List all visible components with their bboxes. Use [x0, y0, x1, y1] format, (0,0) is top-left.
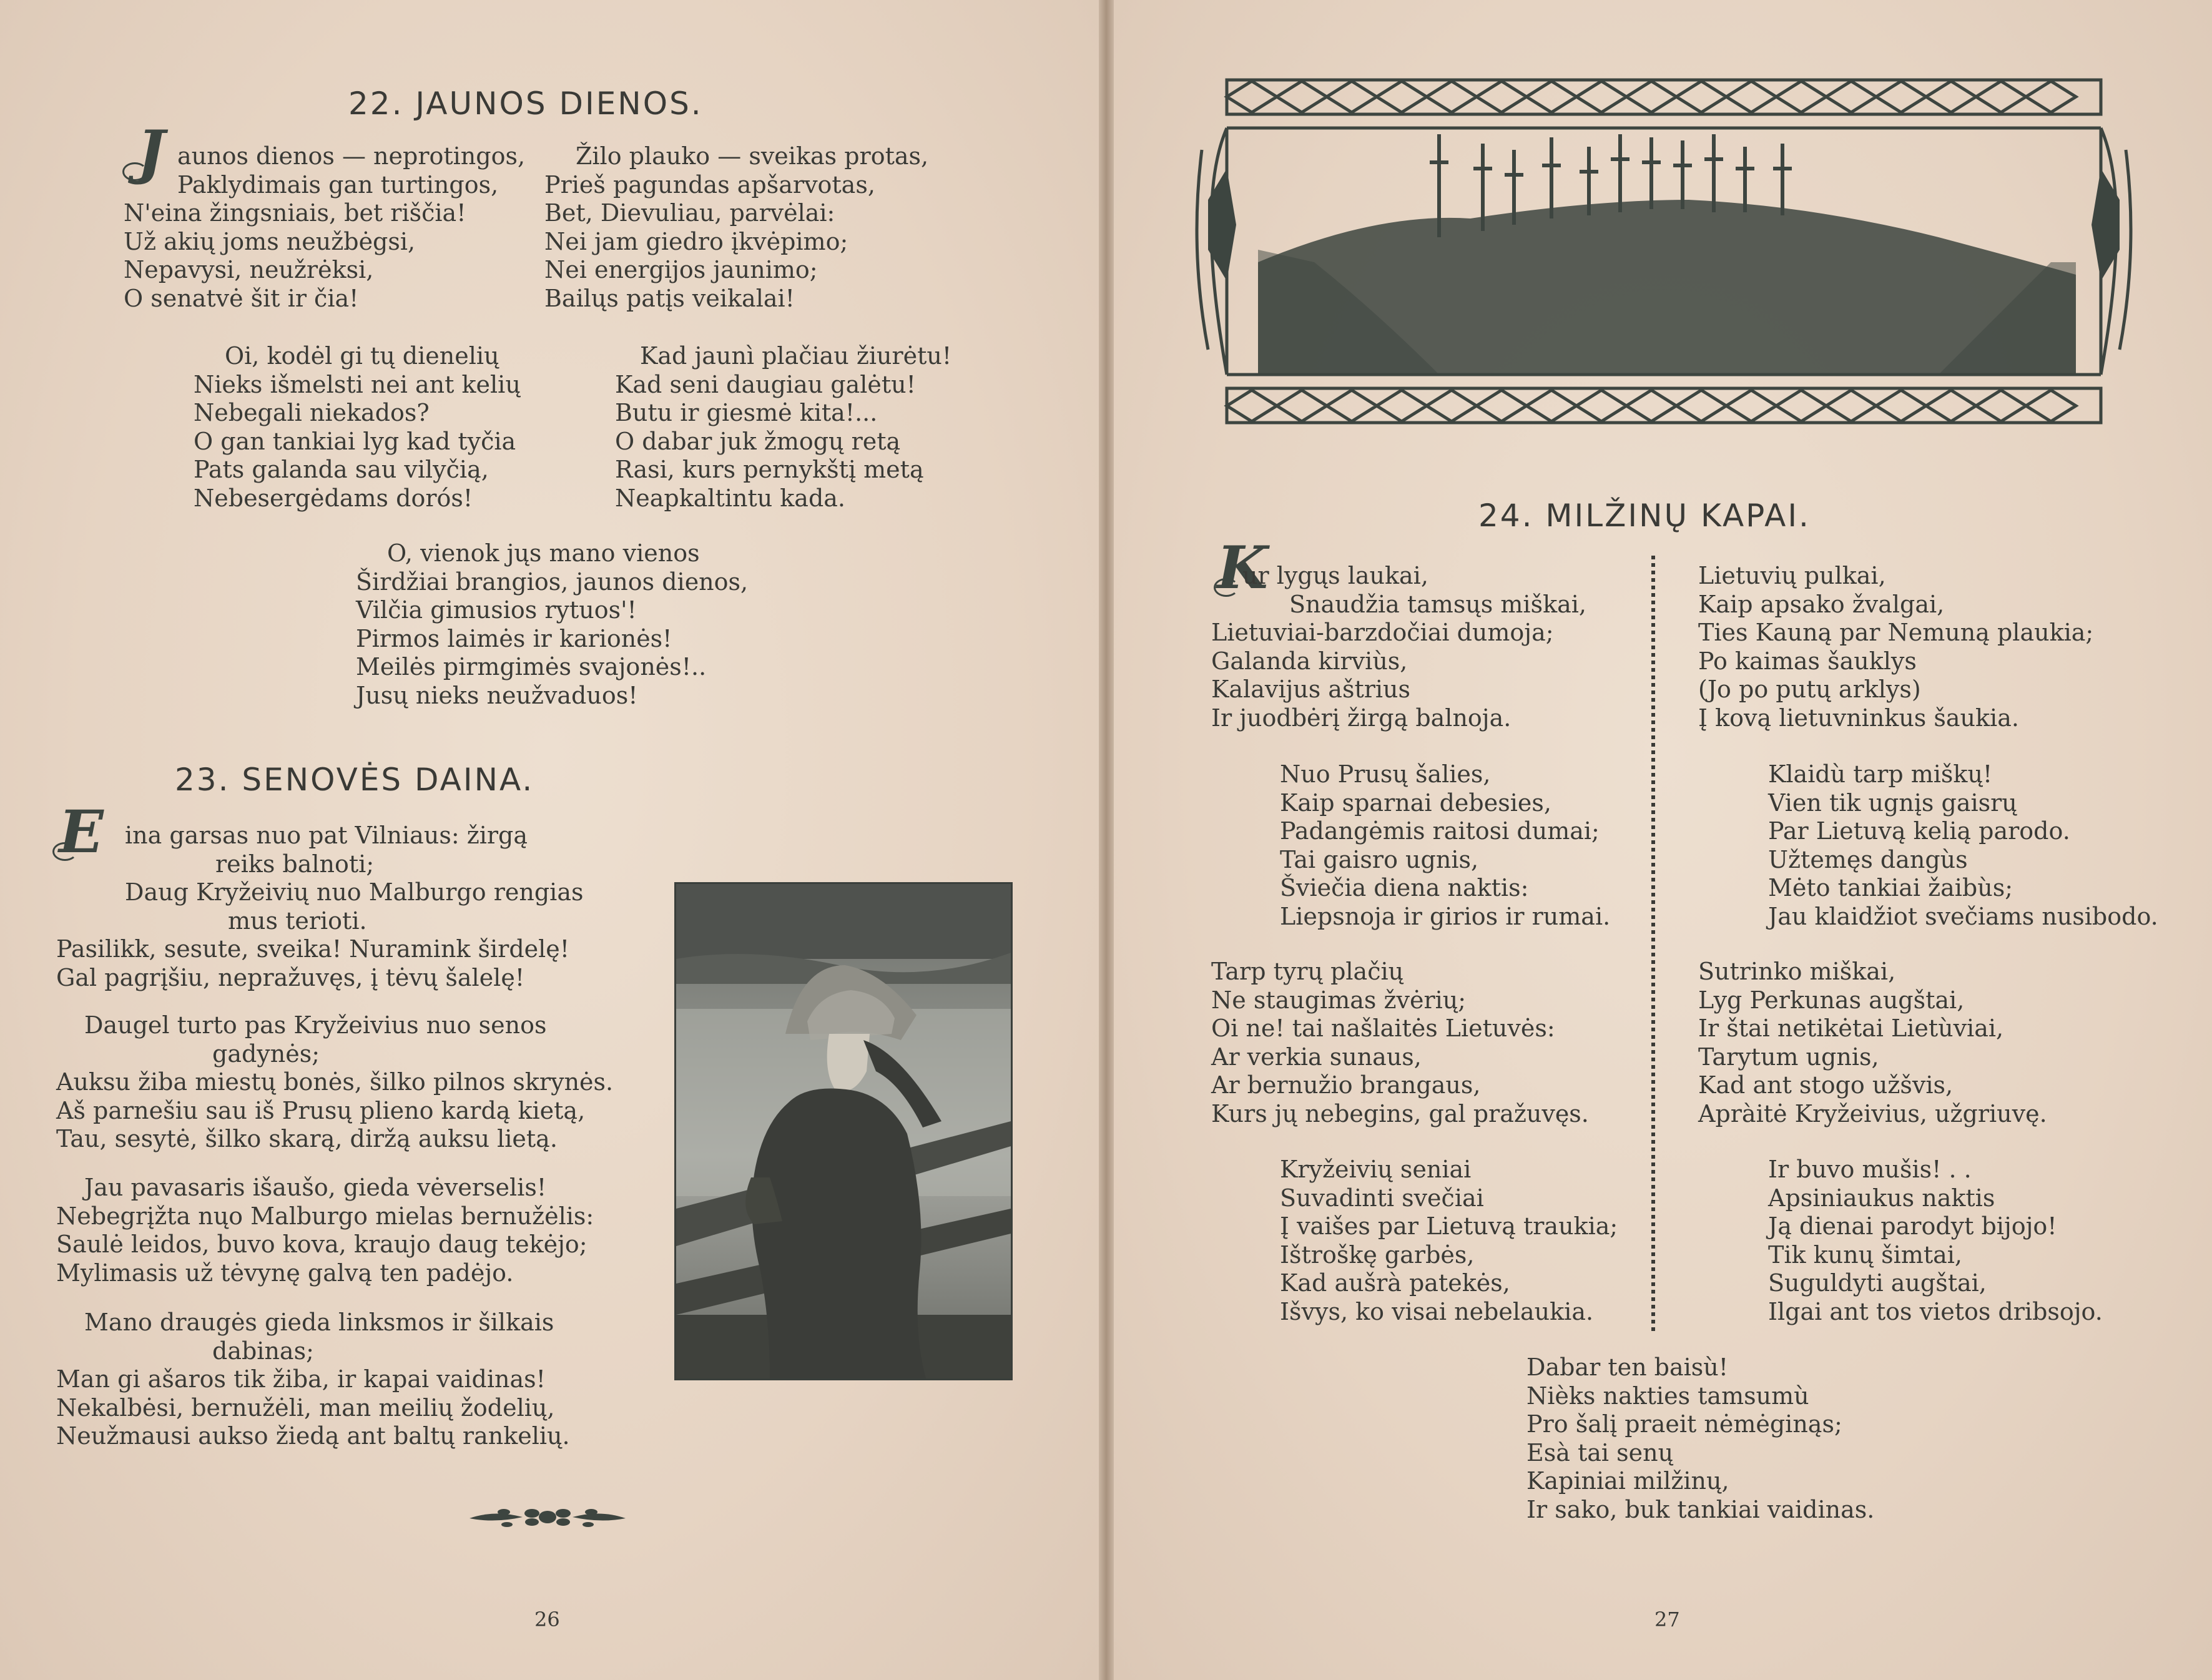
- verse-line: Mėto tankiai žaibùs;: [1768, 874, 2013, 901]
- verse-line: Tai gaisro ugnis,: [1280, 845, 1479, 873]
- verse-line: Tarp tyrų plačių: [1211, 958, 1404, 985]
- verse-line: Galanda kirviùs,: [1211, 647, 1408, 675]
- verse-line: Nuo Prusų šalies,: [1280, 760, 1491, 788]
- poem23-stanza1: [56, 822, 584, 992]
- verse-line: Oi, kodėl gi tų dienelių: [225, 342, 499, 370]
- verse-line: Nei jam giedro įkvėpimo;: [544, 227, 848, 255]
- verse-line: Klaidù tarp miškų!: [1768, 760, 1993, 788]
- verse-line: Gal pagrįšiu, nepražuvęs, į tėvų šalelę!: [56, 963, 525, 991]
- verse-line: Nepavysi, neužrėksi,: [124, 256, 374, 283]
- verse-line: mus terioti.: [228, 906, 367, 935]
- poem24-col1-stanza3: [1211, 958, 1589, 1128]
- verse-line: ur lygųs laukai,: [1242, 562, 1428, 589]
- verse-line: N'eina žingsniais, bet riščia!: [124, 199, 466, 227]
- verse-line: ina garsas nuo pat Vilniaus: žirgą: [125, 822, 528, 849]
- verse-line: Aš parnešiu sau iš Prusų plieno kardą kietą,: [56, 1096, 586, 1124]
- poem24-col2-stanza1: [1698, 562, 2093, 732]
- verse-line: Ir buvo mušis! . .: [1768, 1156, 1972, 1183]
- verse-line: Neapkaltintu kada.: [615, 484, 846, 512]
- poem24-col1-stanza4: [1280, 1156, 1618, 1326]
- verse-line: Paklydimais gan turtingos,: [177, 170, 499, 199]
- poem22-stanza2-col1: [194, 342, 521, 513]
- verse-line: Kad aušrà patekės,: [1280, 1269, 1510, 1297]
- verse-line: Pasilikk, sesute, sveika! Nuramink širdelę!: [56, 935, 570, 963]
- verse-line: Ilgai ant tos vietos dribsojo.: [1768, 1297, 2103, 1325]
- verse-line: Žilo plauko — sveikas protas,: [576, 142, 929, 170]
- verse-line: Kalavijus aštrius: [1211, 675, 1411, 703]
- verse-line: Daugel turto pas Kryžeivius nuo senos: [84, 1011, 547, 1039]
- verse-line: dabinas;: [212, 1337, 314, 1365]
- crosses-on-hill-illustration: [1189, 75, 2138, 434]
- woman-in-headscarf-photo: [674, 882, 1013, 1380]
- verse-line: Auksu žiba miestų bonės, šilko pilnos skrynės.: [56, 1068, 614, 1096]
- verse-line: Į kovą lietuvninkus šaukia.: [1698, 704, 2019, 732]
- verse-line: Už akių joms neužbėgsi,: [124, 227, 416, 255]
- page-number-left: 26: [534, 1608, 560, 1631]
- poem22-stanza2-col2: [615, 342, 951, 513]
- verse-line: O dabar juk žmogų retą: [615, 427, 901, 455]
- verse-line: Ir štai netikėtai Lietùviai,: [1698, 1014, 2004, 1042]
- verse-line: Kapiniai milžinų,: [1526, 1467, 1729, 1495]
- verse-line: Į vaišes par Lietuvą traukia;: [1280, 1212, 1618, 1240]
- verse-line: O, vienok jųs mano vienos: [387, 539, 700, 567]
- poem24-final-stanza: [1526, 1353, 1874, 1524]
- verse-line: Ir sako, buk tankiai vaidinas.: [1526, 1495, 1875, 1523]
- verse-line: Kad jaunì plačiau žiurėtu!: [640, 342, 952, 370]
- verse-line: Esà tai senų: [1526, 1438, 1674, 1466]
- verse-line: Nièks nakties tamsumù: [1526, 1382, 1809, 1410]
- poem24-dropcap: K: [1217, 534, 1268, 602]
- verse-line: Tarytum ugnis,: [1698, 1043, 1879, 1071]
- verse-line: Kad seni daugiau galėtu!: [615, 370, 916, 398]
- verse-line: Ties Kauną par Nemuną plaukia;: [1698, 619, 2094, 646]
- verse-line: Apsiniaukus naktis: [1768, 1184, 1995, 1212]
- page-number-right: 27: [1654, 1608, 1680, 1631]
- verse-line: Liepsnoja ir girios ir rumai.: [1280, 902, 1611, 930]
- verse-line: Vien tik ugnįs gaisrų: [1768, 788, 2017, 817]
- verse-line: Bailųs patįs veikalai!: [544, 284, 795, 312]
- verse-line: Daug Kryžeivių nuo Malburgo rengias: [125, 878, 584, 906]
- verse-line: O gan tankiai lyg kad tyčia: [194, 427, 516, 455]
- verse-line: Prieš pagundas apšarvotas,: [544, 170, 875, 199]
- verse-line: reiks balnoti;: [215, 850, 375, 878]
- verse-line: Kurs jų nebegins, gal pražuvęs.: [1211, 1099, 1589, 1127]
- verse-line: Ar bernužio brangaus,: [1211, 1071, 1481, 1099]
- verse-line: O senatvė šit ir čia!: [124, 284, 359, 312]
- verse-line: gadynės;: [212, 1039, 320, 1068]
- poem22-stanza1-col1: [124, 142, 525, 313]
- verse-line: Nekalbėsi, bernužėli, man meilių žodelių,: [56, 1393, 555, 1422]
- poem24-title: 24. MILŽINŲ KAPAI.: [1478, 498, 1811, 534]
- verse-line: Apràitė Kryžeivius, užgriuvę.: [1698, 1099, 2047, 1127]
- book-gutter: [1099, 0, 1114, 1680]
- floral-vignette-icon: [469, 1498, 626, 1536]
- verse-line: Suguldyti augštai,: [1768, 1269, 1987, 1297]
- verse-line: Meilės pirmgimės svajonės!..: [356, 653, 707, 680]
- verse-line: Sutrinko miškai,: [1698, 958, 1896, 985]
- verse-line: Saulė leidos, buvo kova, kraujo daug tekėjo;: [56, 1231, 587, 1258]
- verse-line: Pro šalį praeit nėmėginąs;: [1526, 1410, 1842, 1438]
- poem23-stanza3: [56, 1174, 594, 1287]
- verse-line: Tau, sesytė, šilko skarą, diržą auksu lietą.: [56, 1125, 558, 1152]
- verse-line: Kaip apsako žvalgai,: [1698, 590, 1945, 618]
- verse-line: (Jo po putų arklys): [1698, 675, 1921, 703]
- verse-line: aunos dienos — neprotingos,: [177, 142, 526, 170]
- column-divider: [1651, 556, 1655, 1333]
- verse-line: Širdžiai brangios, jaunos dienos,: [356, 567, 749, 596]
- poem23-dropcap: E: [55, 802, 107, 862]
- verse-line: Butu ir giesmė kita!...: [615, 399, 878, 426]
- verse-line: Nieks išmelsti nei ant kelių: [194, 370, 521, 398]
- verse-line: Nebegali niekados?: [194, 399, 430, 426]
- verse-line: Mano draugės gieda linksmos ir šilkais: [84, 1309, 554, 1336]
- verse-line: Oi ne! tai našlaitės Lietuvės:: [1211, 1014, 1555, 1042]
- verse-line: Ją dienai parodyt bijojo!: [1768, 1212, 2057, 1240]
- verse-line: Neužmausi aukso žiedą ant baltų rankelių.: [56, 1422, 570, 1450]
- verse-line: Nebegrįžta nųo Malburgo mielas bernužėlis:: [56, 1202, 594, 1230]
- poem24-col2-stanza3: [1698, 958, 2047, 1128]
- verse-line: Kad ant stogo užšvis,: [1698, 1071, 1954, 1099]
- verse-line: Ar verkia sunaus,: [1211, 1043, 1422, 1071]
- poem22-stanza1-col2: [544, 142, 928, 313]
- verse-line: Užtemęs dangùs: [1768, 845, 1968, 873]
- verse-line: Mylimasis už tėvynę galvą ten padėjo.: [56, 1259, 514, 1287]
- poem22-stanza3: [356, 539, 748, 710]
- verse-line: Vilčia gimusios rytuos'!: [356, 596, 637, 624]
- poem23-stanza2: [56, 1011, 613, 1154]
- poem24-col1-stanza1: [1211, 562, 1586, 732]
- verse-line: Snaudžia tamsųs miškai,: [1289, 590, 1586, 618]
- poem23-title: 23. SENOVĖS DAINA.: [175, 762, 534, 798]
- verse-line: Padangėmis raitosi dumai;: [1280, 817, 1600, 845]
- verse-line: Kaip sparnai debesies,: [1280, 788, 1551, 817]
- verse-line: Man gi ašaros tik žiba, ir kapai vaidinas!: [56, 1365, 546, 1393]
- verse-line: Išvys, ko visai nebelaukia.: [1280, 1297, 1594, 1325]
- verse-line: Pats galanda sau vilyčią,: [194, 456, 489, 483]
- verse-line: Suvadinti svečiai: [1280, 1184, 1484, 1212]
- verse-line: Ne staugimas žvėrių;: [1211, 986, 1467, 1014]
- verse-line: Nei energijos jaunimo;: [544, 256, 818, 283]
- verse-line: Jau klaidžiot svečiams nusibodo.: [1768, 902, 2158, 930]
- verse-line: Tik kunų šimtai,: [1768, 1240, 1962, 1269]
- verse-line: Šviečia diena naktis:: [1280, 874, 1529, 901]
- verse-line: Ištroškę garbės,: [1280, 1240, 1475, 1269]
- poem24-col1-stanza2: [1280, 760, 1610, 931]
- verse-line: Rasi, kurs pernykštį metą: [615, 456, 924, 483]
- poem23-stanza4: [56, 1309, 570, 1451]
- verse-line: Kryžeivių seniai: [1280, 1156, 1472, 1183]
- verse-line: Pirmos laimės ir karionės!: [356, 624, 672, 652]
- verse-line: Lyg Perkunas augštai,: [1698, 986, 1965, 1014]
- verse-line: Lietuviai-barzdočiai dumoja;: [1211, 619, 1554, 646]
- poem24-col2-stanza2: [1768, 760, 2158, 931]
- verse-line: Lietuvių pulkai,: [1698, 562, 1886, 589]
- verse-line: Po kaimas šauklys: [1698, 647, 1917, 675]
- poem24-col2-stanza4: [1768, 1156, 2103, 1326]
- poem22-dropcap: J: [125, 122, 177, 182]
- poem22-title: 22. JAUNOS DIENOS.: [348, 86, 703, 122]
- verse-line: Jusų nieks neužvaduos!: [356, 681, 638, 709]
- verse-line: Par Lietuvą kelią parodo.: [1768, 817, 2070, 845]
- verse-line: Nebesergėdams dorós!: [194, 484, 473, 512]
- verse-line: Bet, Dievuliau, parvėlai:: [544, 199, 835, 227]
- verse-line: Ir juodbėrį žirgą balnoja.: [1211, 704, 1512, 732]
- verse-line: Dabar ten baisù!: [1526, 1353, 1729, 1381]
- verse-line: Jau pavasaris išaušo, gieda vėverselis!: [84, 1174, 547, 1201]
